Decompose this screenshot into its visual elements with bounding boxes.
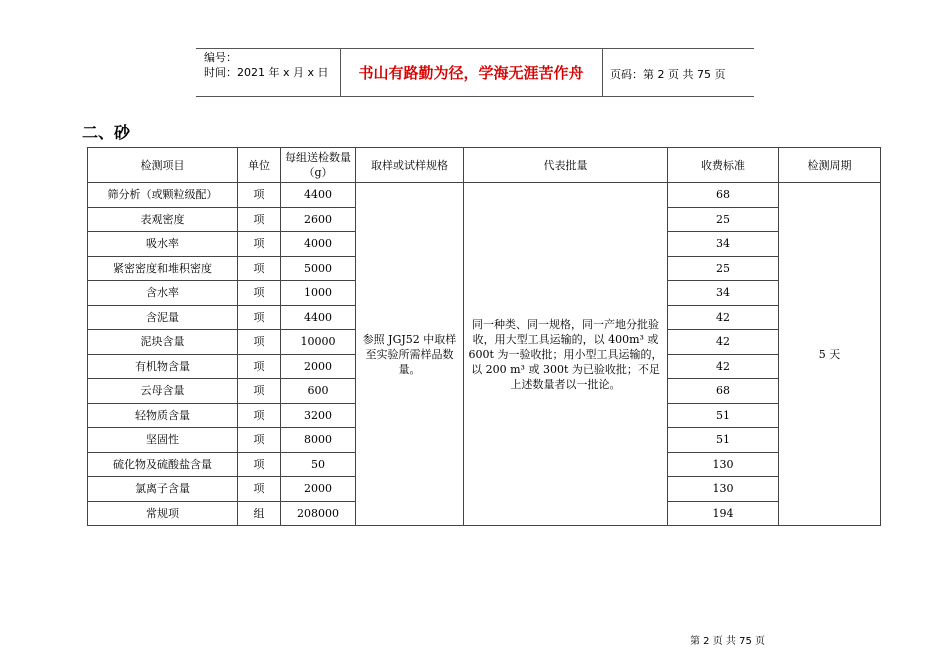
item-cell: 常规项 [88,501,238,526]
item-cell: 吸水率 [88,232,238,257]
unit-cell: 项 [238,183,281,208]
unit-cell: 项 [238,354,281,379]
item-cell: 氯离子含量 [88,477,238,502]
fee-cell: 68 [668,183,779,208]
qty-cell: 50 [281,452,356,477]
unit-cell: 项 [238,403,281,428]
batch-cell: 同一种类、同一规格，同一产地分批验收，用大型工具运输的，以 400m³ 或 600t 为一验收批；用小型工具运输的，以 200 m³ 或 300t 为已验收批；不足上述数量者以一批论。 [464,183,668,526]
qty-cell: 4400 [281,183,356,208]
qty-cell: 208000 [281,501,356,526]
header-top-rule [196,48,754,49]
item-cell: 轻物质含量 [88,403,238,428]
item-cell: 坚固性 [88,428,238,453]
unit-cell: 组 [238,501,281,526]
col-header: 单位 [238,148,281,183]
qty-cell: 3200 [281,403,356,428]
fee-cell: 42 [668,354,779,379]
col-header: 检测周期 [779,148,881,183]
item-cell: 含泥量 [88,305,238,330]
item-cell: 含水率 [88,281,238,306]
unit-cell: 项 [238,477,281,502]
header-motto: 书山有路勤为径，学海无涯苦作舟 [358,64,584,82]
fee-cell: 194 [668,501,779,526]
header-divider-right [602,48,603,96]
qty-cell: 2000 [281,354,356,379]
header-left-info [204,50,329,80]
section-title: 二、砂 [82,123,131,142]
col-header: 检测项目 [88,148,238,183]
col-header: 每组送检数量（g） [281,148,356,183]
col-header: 代表批量 [464,148,668,183]
fee-cell: 68 [668,379,779,404]
unit-cell: 项 [238,256,281,281]
fee-cell: 34 [668,281,779,306]
fee-table [87,147,881,526]
item-cell: 紧密密度和堆积密度 [88,256,238,281]
item-cell: 表观密度 [88,207,238,232]
fee-cell: 42 [668,305,779,330]
header-page-label: 页码：第 2 页 共 75 页 [610,68,726,81]
unit-cell: 项 [238,232,281,257]
unit-cell: 项 [238,330,281,355]
table-header-row [88,148,881,183]
qty-cell: 1000 [281,281,356,306]
unit-cell: 项 [238,379,281,404]
unit-cell: 项 [238,305,281,330]
col-header: 收费标准 [668,148,779,183]
fee-cell: 51 [668,428,779,453]
header-bottom-rule [196,96,754,97]
unit-cell: 项 [238,428,281,453]
fee-cell: 25 [668,207,779,232]
fee-cell: 42 [668,330,779,355]
fee-cell: 130 [668,477,779,502]
col-header: 取样或试样规格 [356,148,464,183]
number-label: 编号： [204,51,237,64]
fee-cell: 25 [668,256,779,281]
fee-cell: 34 [668,232,779,257]
item-cell: 有机物含量 [88,354,238,379]
period-cell: 5 天 [779,183,881,526]
item-cell: 硫化物及硫酸盐含量 [88,452,238,477]
qty-cell: 5000 [281,256,356,281]
item-cell: 泥块含量 [88,330,238,355]
table-row [88,183,881,208]
sampling-spec-cell: 参照 JGJ52 中取样至实验所需样品数量。 [356,183,464,526]
qty-cell: 600 [281,379,356,404]
qty-cell: 2000 [281,477,356,502]
unit-cell: 项 [238,207,281,232]
item-cell: 筛分析（或颗粒级配） [88,183,238,208]
page-footer: 第 2 页 共 75 页 [690,636,765,647]
qty-cell: 4000 [281,232,356,257]
qty-cell: 10000 [281,330,356,355]
qty-cell: 8000 [281,428,356,453]
item-cell: 云母含量 [88,379,238,404]
qty-cell: 2600 [281,207,356,232]
fee-cell: 130 [668,452,779,477]
unit-cell: 项 [238,281,281,306]
time-label: 时间：2021 年 x 月 x 日 [204,66,329,79]
unit-cell: 项 [238,452,281,477]
fee-cell: 51 [668,403,779,428]
qty-cell: 4400 [281,305,356,330]
